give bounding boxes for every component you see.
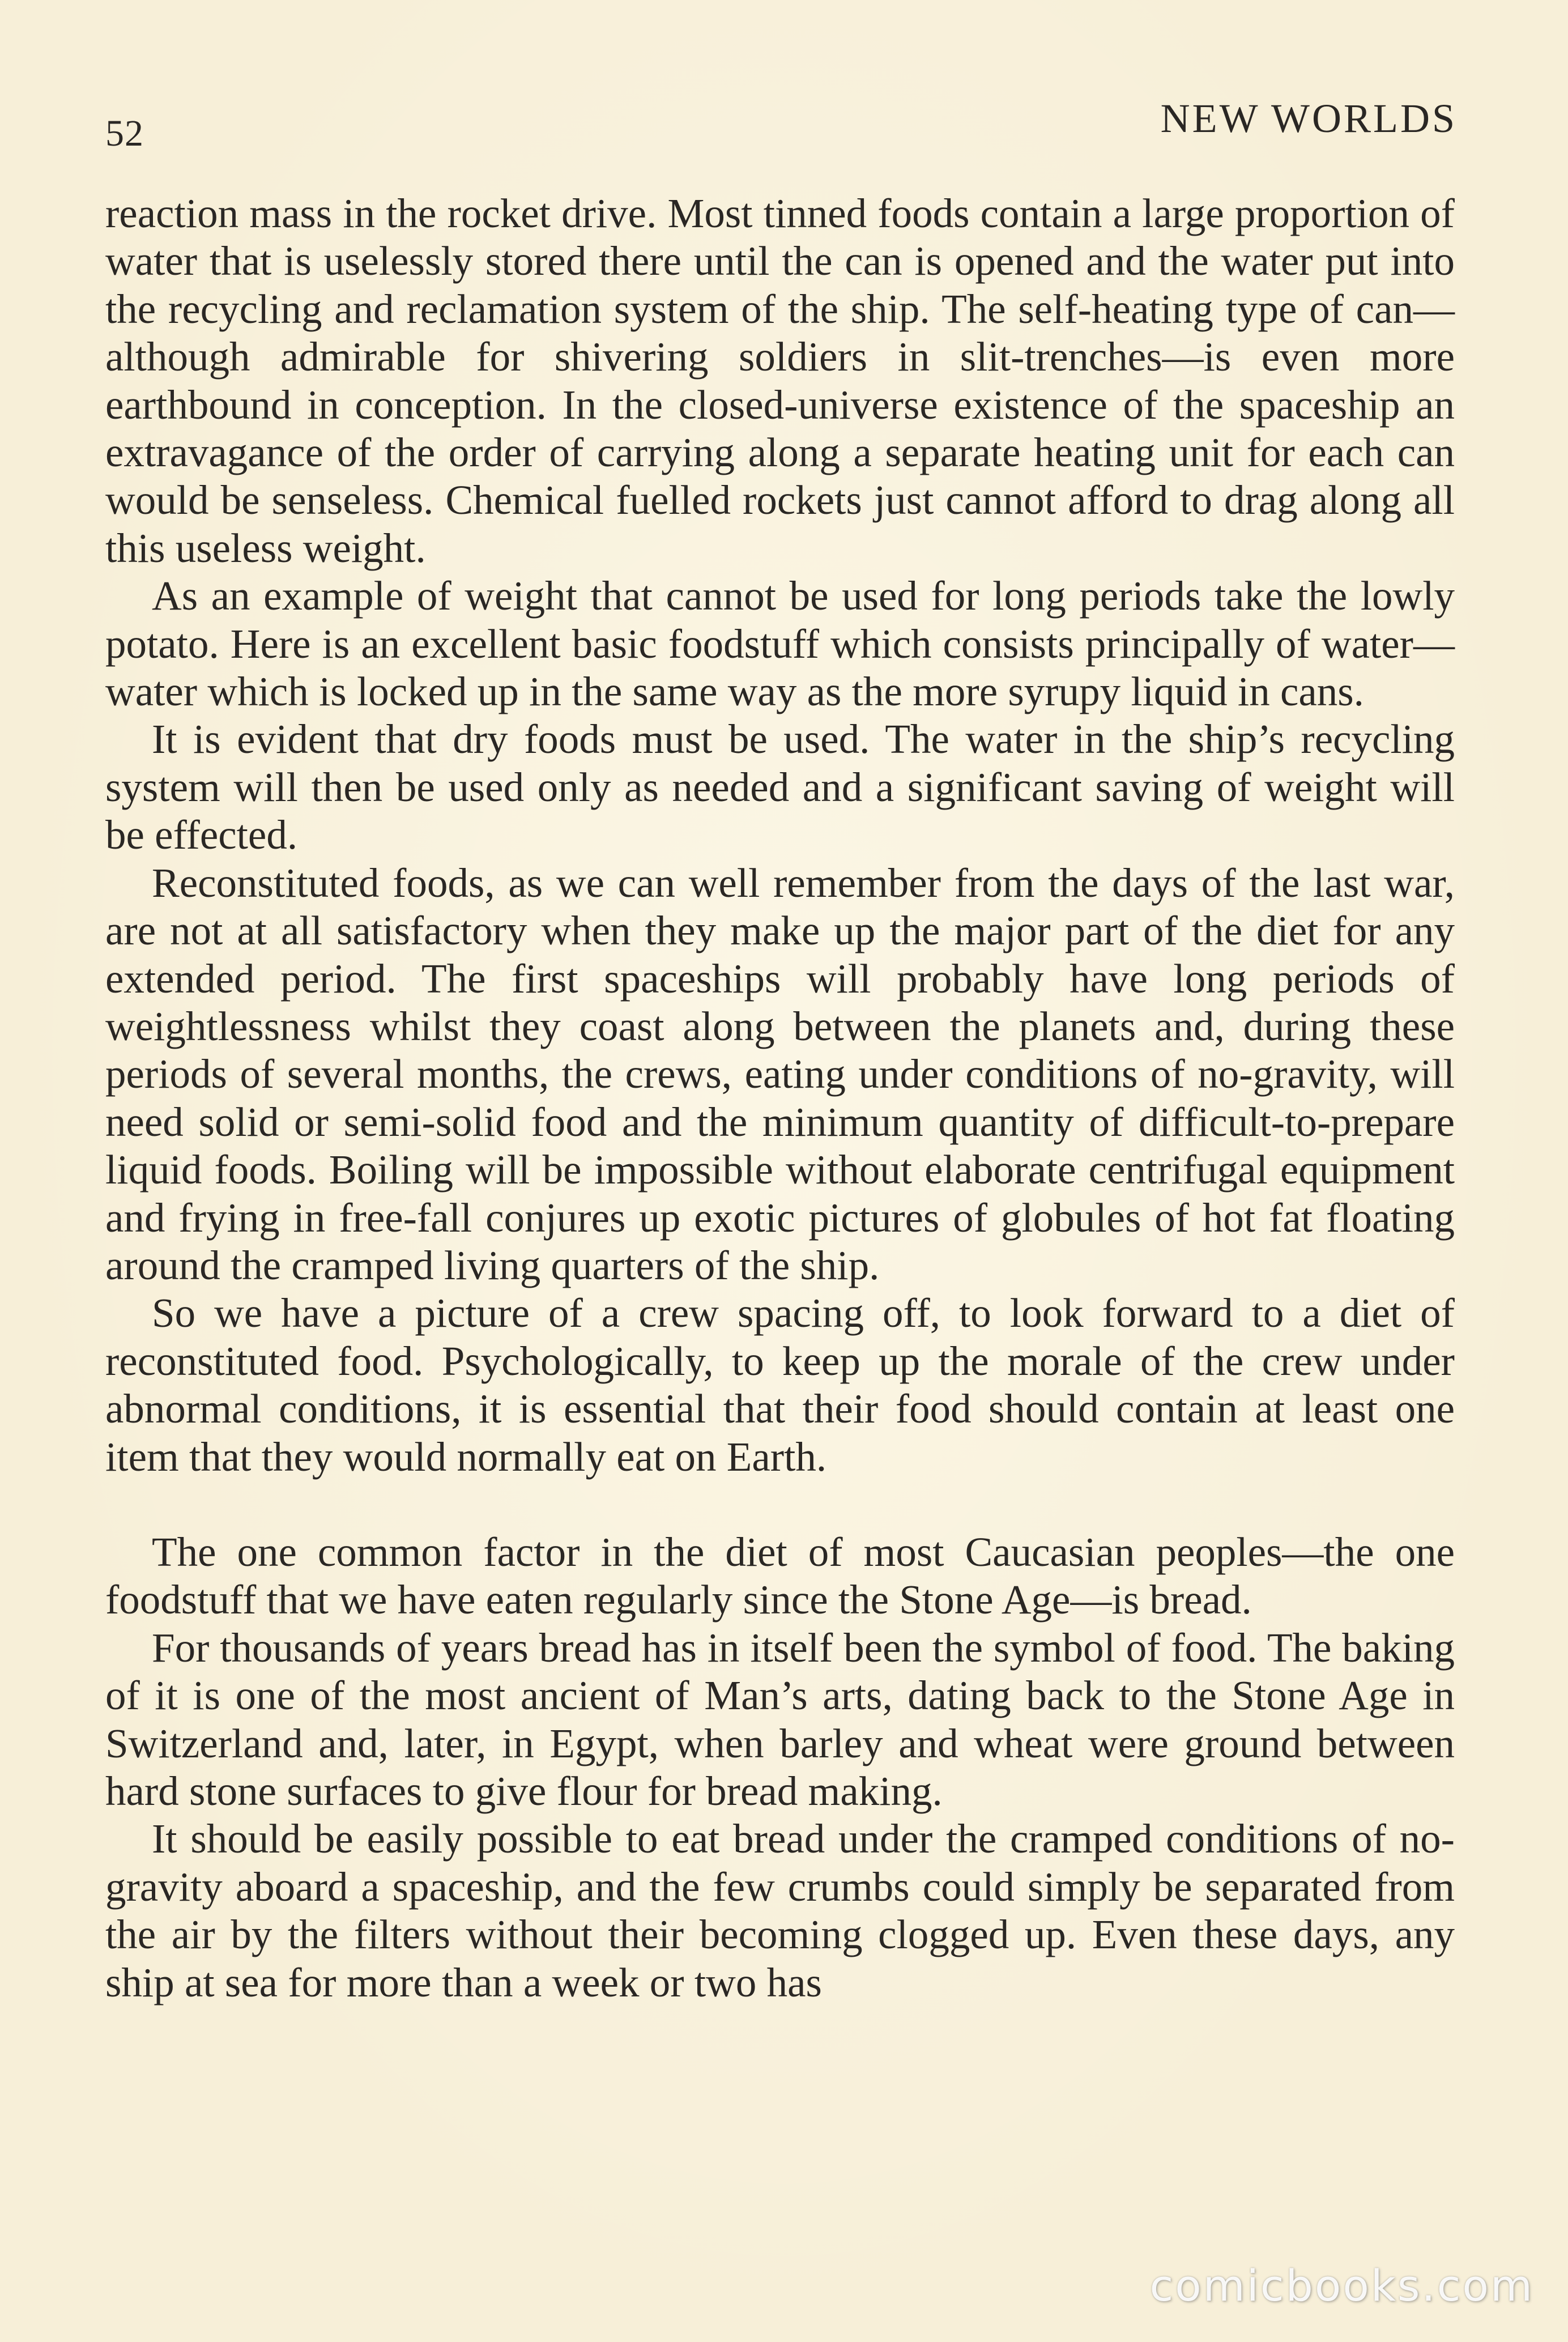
book-title: NEW WORLDS: [1160, 96, 1457, 141]
paragraph-common-factor: The one common factor in the diet of most Caucasian peoples—the one foodstuff that we have eaten regularly since the Stone Age—is bread.: [105, 1528, 1455, 1623]
paragraph-crew-diet: So we have a picture of a crew spacing off, to look forward to a diet of reconstituted food. Psychologically, to keep up the morale of the crew under abnormal conditions, it is essential that their food should contain at least one item that they would normally eat on Earth.: [105, 1290, 1455, 1480]
body-text: [105, 190, 1455, 2007]
paragraph-bread-in-space: It should be easily possible to eat bread under the cramped conditions of no-gravity aboard a spaceship, and the few crumbs could simply be separated from the air by the filters without their becoming clogged up. Even these days, any ship at sea for more than a week or two has: [105, 1816, 1455, 2005]
page-number: 52: [105, 113, 144, 154]
watermark: comicbooks.com: [1149, 2260, 1534, 2311]
paragraph-dry-foods: It is evident that dry foods must be used. The water in the ship’s recycling system will then be used only as needed and a significant saving of weight will be effected.: [105, 716, 1455, 858]
paragraph-potato: As an example of weight that cannot be used for long periods take the lowly potato. Here is an excellent basic foodstuff which consists principally of water—water which is locked up in the same way as the more syrupy liquid in cans.: [105, 573, 1455, 715]
paragraph-reconstituted-foods: Reconstituted foods, as we can well remember from the days of the last war, are not at all satisfactory when they make up the major part of the diet for any extended period. The first spaceships will probably have long periods of weightlessness whilst they coast along between the planets and, during these periods of several months, the crews, eating under conditions of no-gravity, will need solid or semi-solid food and the minimum quantity of difficult-to-prepare liquid foods. Boiling will be impossible without elaborate centrifugal equipment and frying in free-fall conjures up exotic pictures of globules of hot fat floating around the cramped living quarters of the ship.: [105, 859, 1455, 1288]
running-head: [105, 95, 1457, 152]
section-break: [105, 1481, 1455, 1528]
paragraph-bread-history: For thousands of years bread has in itself been the symbol of food. The baking of it is one of the most ancient of Man’s arts, dating back to the Stone Age in Switzerland and, later, in Egypt, when barley and wheat were ground between hard stone surfaces to give flour for bread making.: [105, 1624, 1455, 1814]
paragraph-continued: reaction mass in the rocket drive. Most tinned foods contain a large proportion of water that is uselessly stored there until the can is opened and the water put into the recycling and reclamation system of the ship. The self-heating type of can—although admirable for shivering soldiers in slit-trenches—is even more earthbound in conception. In the closed-universe existence of the spaceship an extravagance of the order of carrying along a separate heating unit for each can would be senseless. Chemical fuelled rockets just cannot afford to drag along all this useless weight.: [105, 190, 1455, 571]
